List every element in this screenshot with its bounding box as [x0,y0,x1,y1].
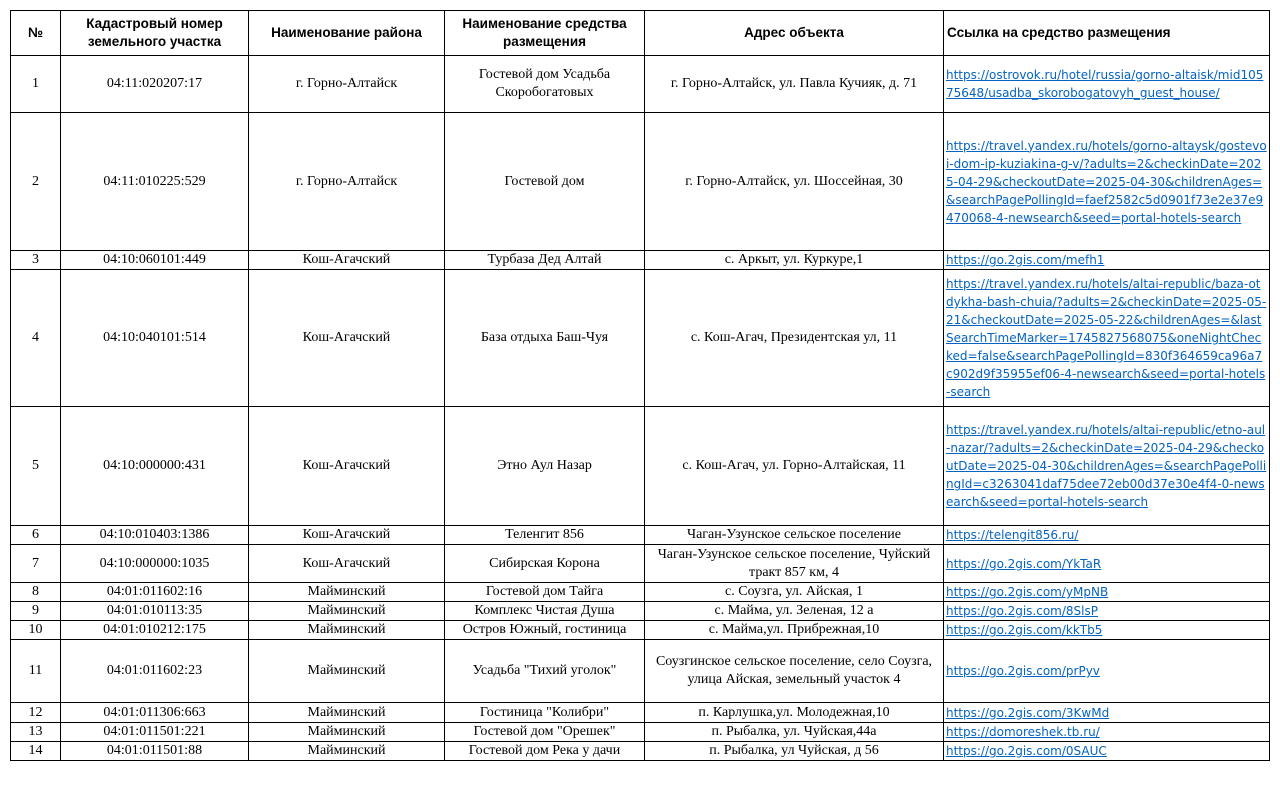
accommodation-link[interactable]: https://go.2gis.com/8SlsP [946,604,1098,618]
cell-district: Майминский [249,723,445,742]
cell-district: Майминский [249,703,445,723]
cell-cadastral: 04:10:010403:1386 [61,526,249,545]
table-row [11,602,1270,621]
cell-num: 4 [11,270,61,407]
accommodation-link[interactable]: https://ostrovok.ru/hotel/russia/gorno-altaisk/mid10575648/usadba_skorobogatovyh_guest_house/ [946,68,1264,100]
cell-address: г. Горно-Алтайск, ул. Павла Кучияк, д. 71 [645,56,944,113]
accommodation-link[interactable]: https://go.2gis.com/prPyv [946,664,1100,678]
cell-district: г. Горно-Алтайск [249,56,445,113]
cell-cadastral: 04:01:011602:16 [61,583,249,602]
header-link: Ссылка на средство размещения [944,11,1270,56]
cell-num: 7 [11,545,61,583]
cell-facility: Гостевой дом "Орешек" [445,723,645,742]
cell-num: 6 [11,526,61,545]
cell-address: с. Кош-Агач, ул. Горно-Алтайская, 11 [645,407,944,526]
cell-address: Чаган-Узунское сельское поселение [645,526,944,545]
cell-num: 13 [11,723,61,742]
cell-link [944,640,1270,703]
cell-link [944,56,1270,113]
cell-num: 2 [11,113,61,251]
cell-facility: Комплекс Чистая Душа [445,602,645,621]
cell-address: с. Аркыт, ул. Куркуре,1 [645,251,944,270]
cell-cadastral: 04:10:000000:1035 [61,545,249,583]
accommodation-link[interactable]: https://telengit856.ru/ [946,528,1079,542]
table-row [11,640,1270,703]
cell-num: 12 [11,703,61,723]
cell-address: п. Рыбалка, ул. Чуйская,44а [645,723,944,742]
cell-address: Чаган-Узунское сельское поселение, Чуйский тракт 857 км, 4 [645,545,944,583]
table-row [11,113,1270,251]
cell-link [944,407,1270,526]
cell-cadastral: 04:01:011306:663 [61,703,249,723]
cell-cadastral: 04:01:010212:175 [61,621,249,640]
header-row [11,11,1270,56]
accommodation-link[interactable]: https://travel.yandex.ru/hotels/altai-republic/etno-aul-nazar/?adults=2&checkinDate=2025-04-29&checkoutDate=2025-04-30&childrenAges=&searchPagePollingId=c3263041daf75dee72eb00d37e30e4f4-0-newsearch&seed=portal-hotels-search [946,423,1267,509]
cell-cadastral: 04:11:010225:529 [61,113,249,251]
cell-facility: Этно Аул Назар [445,407,645,526]
cell-address: с. Кош-Агач, Президентская ул, 11 [645,270,944,407]
cell-link [944,723,1270,742]
cell-facility: Гостевой дом Усадьба Скоробогатовых [445,56,645,113]
cell-link [944,602,1270,621]
cell-address: с. Соузга, ул. Айская, 1 [645,583,944,602]
cell-facility: Гостевой дом Тайга [445,583,645,602]
cell-link [944,113,1270,251]
table-row [11,545,1270,583]
table-row [11,723,1270,742]
accommodation-link[interactable]: https://go.2gis.com/mefh1 [946,253,1105,267]
cell-cadastral: 04:11:020207:17 [61,56,249,113]
accommodation-link[interactable]: https://go.2gis.com/0SAUC [946,744,1107,758]
cell-facility: Остров Южный, гостиница [445,621,645,640]
header-facility: Наименование средства размещения [445,11,645,56]
cell-cadastral: 04:01:010113:35 [61,602,249,621]
cell-district: Кош-Агачский [249,526,445,545]
table-row [11,703,1270,723]
cell-num: 3 [11,251,61,270]
cell-num: 8 [11,583,61,602]
cell-cadastral: 04:01:011501:88 [61,742,249,761]
table-row [11,583,1270,602]
cell-facility: Гостевой дом Река у дачи [445,742,645,761]
header-address: Адрес объекта [645,11,944,56]
cell-cadastral: 04:10:000000:431 [61,407,249,526]
cell-address: п. Карлушка,ул. Молодежная,10 [645,703,944,723]
cell-district: Майминский [249,583,445,602]
cell-facility: Гостевой дом [445,113,645,251]
accommodation-link[interactable]: https://travel.yandex.ru/hotels/gorno-altaysk/gostevoi-dom-ip-kuziakina-g-v/?adults=2&checkinDate=2025-04-29&checkoutDate=2025-04-30&childrenAges=&searchPagePollingId=faef2582c5d0901f73e2e37e9470068-4-newsearch&seed=portal-hotels-search [946,138,1267,225]
cell-address: Соузгинское сельское поселение, село Соузга, улица Айская, земельный участок 4 [645,640,944,703]
cell-num: 10 [11,621,61,640]
cell-district: Кош-Агачский [249,407,445,526]
cell-address: с. Майма,ул. Прибрежная,10 [645,621,944,640]
table-row [11,621,1270,640]
cell-cadastral: 04:10:060101:449 [61,251,249,270]
table-row [11,407,1270,526]
cell-district: Майминский [249,742,445,761]
table-row [11,742,1270,761]
cell-district: Майминский [249,640,445,703]
cell-facility: Гостиница "Колибри" [445,703,645,723]
cell-facility: Теленгит 856 [445,526,645,545]
cell-address: п. Рыбалка, ул Чуйская, д 56 [645,742,944,761]
cell-district: Кош-Агачский [249,270,445,407]
cell-link [944,742,1270,761]
cell-facility: Сибирская Корона [445,545,645,583]
accommodation-link[interactable]: https://go.2gis.com/kkTb5 [946,623,1103,637]
cell-link [944,545,1270,583]
cell-num: 11 [11,640,61,703]
cell-cadastral: 04:10:040101:514 [61,270,249,407]
cell-address: г. Горно-Алтайск, ул. Шоссейная, 30 [645,113,944,251]
cell-link [944,621,1270,640]
cell-num: 14 [11,742,61,761]
header-num: № [11,11,61,56]
cell-link [944,583,1270,602]
cell-link [944,251,1270,270]
accommodation-link[interactable]: https://go.2gis.com/YkTaR [946,556,1102,571]
header-district: Наименование района [249,11,445,56]
cell-cadastral: 04:01:011602:23 [61,640,249,703]
table-row [11,526,1270,545]
cell-link [944,703,1270,723]
cell-district: Кош-Агачский [249,251,445,270]
accommodation-table [10,10,1270,761]
cell-district: г. Горно-Алтайск [249,113,445,251]
cell-link [944,270,1270,407]
cell-district: Майминский [249,602,445,621]
accommodation-link[interactable]: https://travel.yandex.ru/hotels/altai-republic/baza-otdykha-bash-chuia/?adults=2&checkinDate=2025-05-21&checkoutDate=2025-05-22&childrenAges=&lastSearchTimeMarker=1745827568075&oneNightChecked=false&searchPagePollingId=830f364659ca96a7c902d9f35955ef06-4-newsearch&seed=portal-hotels-search [946,277,1267,399]
cell-district: Кош-Агачский [249,545,445,583]
cell-address: с. Майма, ул. Зеленая, 12 а [645,602,944,621]
table-row [11,251,1270,270]
accommodation-link[interactable]: https://domoreshek.tb.ru/ [946,725,1100,739]
cell-facility: База отдыха Баш-Чуя [445,270,645,407]
cell-num: 1 [11,56,61,113]
cell-facility: Турбаза Дед Алтай [445,251,645,270]
cell-link [944,526,1270,545]
accommodation-link[interactable]: https://go.2gis.com/yMpNB [946,585,1109,599]
header-cadastral: Кадастровый номер земельного участка [61,11,249,56]
cell-district: Майминский [249,621,445,640]
cell-num: 5 [11,407,61,526]
table-row [11,56,1270,113]
table-row [11,270,1270,407]
cell-facility: Усадьба "Тихий уголок" [445,640,645,703]
cell-num: 9 [11,602,61,621]
accommodation-link[interactable]: https://go.2gis.com/3KwMd [946,705,1110,720]
cell-cadastral: 04:01:011501:221 [61,723,249,742]
